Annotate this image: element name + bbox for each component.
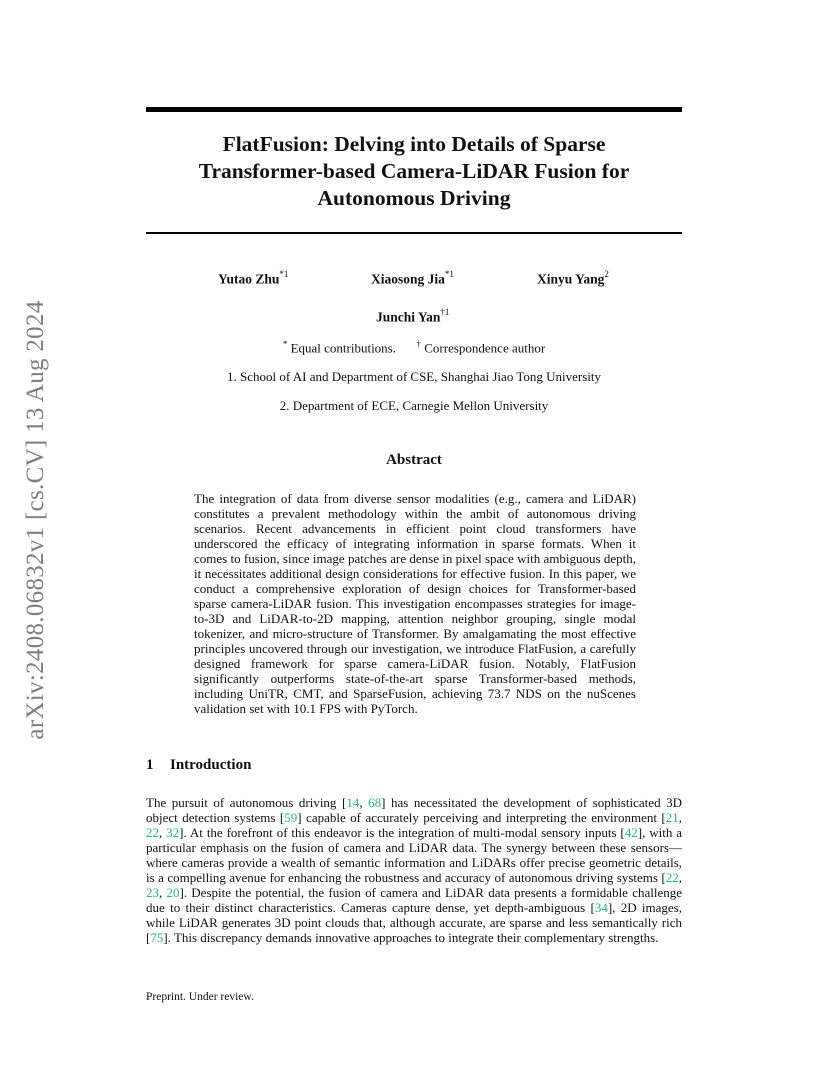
equal-contribution-mark: * <box>282 339 288 349</box>
citation-link[interactable]: 42 <box>624 825 638 840</box>
citation-link[interactable]: 21 <box>665 810 679 825</box>
paragraph-text: The pursuit of autonomous driving [ <box>146 795 347 810</box>
arxiv-identifier-stamp: arXiv:2408.06832v1 [cs.CV] 13 Aug 2024 <box>22 300 49 740</box>
citation-link[interactable]: 68 <box>368 795 382 810</box>
introduction-paragraph <box>146 795 682 945</box>
author-junchi-yan <box>376 308 449 326</box>
correspondence-mark: † <box>416 339 421 349</box>
section-number: 1 <box>146 757 154 773</box>
paragraph-text: , <box>678 810 682 825</box>
author-xiaosong-jia <box>371 270 454 288</box>
paper-title <box>146 131 682 212</box>
author-name: Xiaosong Jia <box>371 271 445 287</box>
section-heading-introduction <box>146 757 251 774</box>
paragraph-text: ]. At the forefront of this endeavor is the integration of multi-modal sensory inputs [ <box>179 825 625 840</box>
paragraph-text: ] has necessitated the development of sophisticated 3D object detection systems [ <box>146 795 682 825</box>
paragraph-text: , <box>159 885 167 900</box>
correspondence-text: Correspondence author <box>421 340 546 356</box>
author-affiliation-mark: 2 <box>604 269 609 279</box>
title-line: Transformer-based Camera-LiDAR Fusion for <box>198 159 630 183</box>
affiliation-2: 2. Department of ECE, Carnegie Mellon University <box>279 398 549 413</box>
citation-link[interactable]: 14 <box>346 795 360 810</box>
paragraph-text: ]. This discrepancy demands innovative approaches to integrate their complementary strengths. <box>163 930 659 945</box>
citation-link[interactable]: 22 <box>146 825 159 840</box>
citation-link[interactable]: 23 <box>146 885 159 900</box>
abstract-heading: Abstract <box>386 452 442 468</box>
title-top-rule <box>146 107 682 112</box>
author-name: Yutao Zhu <box>218 271 280 287</box>
author-affiliation-mark: *1 <box>444 269 454 279</box>
paragraph-text: ], with a particular emphasis on the fusion of camera and LiDAR data. The synergy between these sensors—where cameras provide a wealth of semantic information and LiDARs offer precise geometric details, is a compelling avenue for enhancing the robustness and accuracy of autonomous driving systems [ <box>146 825 682 885</box>
paragraph-text: ] capable of accurately perceiving and interpreting the environment [ <box>297 810 666 825</box>
citation-link[interactable]: 59 <box>284 810 298 825</box>
paragraph-text: , <box>359 795 369 810</box>
author-xinyu-yang <box>537 270 609 288</box>
author-affiliation-mark: *1 <box>279 269 289 279</box>
paragraph-text: , <box>159 825 167 840</box>
citation-link[interactable]: 32 <box>166 825 180 840</box>
author-name: Xinyu Yang <box>537 271 605 287</box>
paragraph-text: , <box>678 870 682 885</box>
title-bottom-rule <box>146 232 682 234</box>
citation-link[interactable]: 75 <box>150 930 164 945</box>
citation-link[interactable]: 22 <box>665 870 679 885</box>
citation-link[interactable]: 34 <box>594 900 608 915</box>
equal-contribution-text: Equal contributions. <box>287 340 396 356</box>
preprint-footer: Preprint. Under review. <box>146 991 254 1003</box>
section-title: Introduction <box>170 757 252 773</box>
paragraph-text: ], 2D images, while LiDAR generates 3D point clouds that, although accurate, are sparse and less semantically rich [ <box>146 900 682 945</box>
abstract-text: The integration of data from diverse sensor modalities (e.g., camera and LiDAR) constitutes a prevalent methodology within the ambit of autonomous driving scenarios. Recent advancements in efficient point cloud transformers have underscored the efficacy of integrating information in sparse formats. When it comes to fusion, since image patches are dense in pixel space with ambiguous depth, it necessitates additional design considerations for effective fusion. In this paper, we conduct a comprehensive exploration of design choices for Transformer-based sparse camera-LiDAR fusion. This investigation encompasses strategies for image-to-3D and LiDAR-to-2D mapping, attention neighbor grouping, single modal tokenizer, and micro-structure of Transformer. By amalgamating the most effective principles uncovered through our investigation, we introduce FlatFusion, a carefully designed framework for sparse camera-LiDAR fusion. Notably, FlatFusion significantly outperforms state-of-the-art sparse Transformer-based methods, including UniTR, CMT, and SparseFusion, achieving 73.7 NDS on the nuScenes validation set with 10.1 FPS with PyTorch. <box>194 491 636 716</box>
author-yutao-zhu <box>218 270 288 288</box>
author-name: Junchi Yan <box>376 309 441 325</box>
author-affiliation-mark: †1 <box>440 307 450 317</box>
citation-link[interactable]: 20 <box>166 885 180 900</box>
contribution-note <box>146 339 682 356</box>
affiliation-1: 1. School of AI and Department of CSE, Shanghai Jiao Tong University <box>227 369 601 384</box>
paragraph-text: ]. Despite the potential, the fusion of camera and LiDAR data presents a formidable challenge due to their distinct characteristics. Cameras capture dense, yet depth-ambiguous [ <box>146 885 682 915</box>
title-line: FlatFusion: Delving into Details of Sparse <box>222 132 606 156</box>
title-line: Autonomous Driving <box>317 186 511 210</box>
